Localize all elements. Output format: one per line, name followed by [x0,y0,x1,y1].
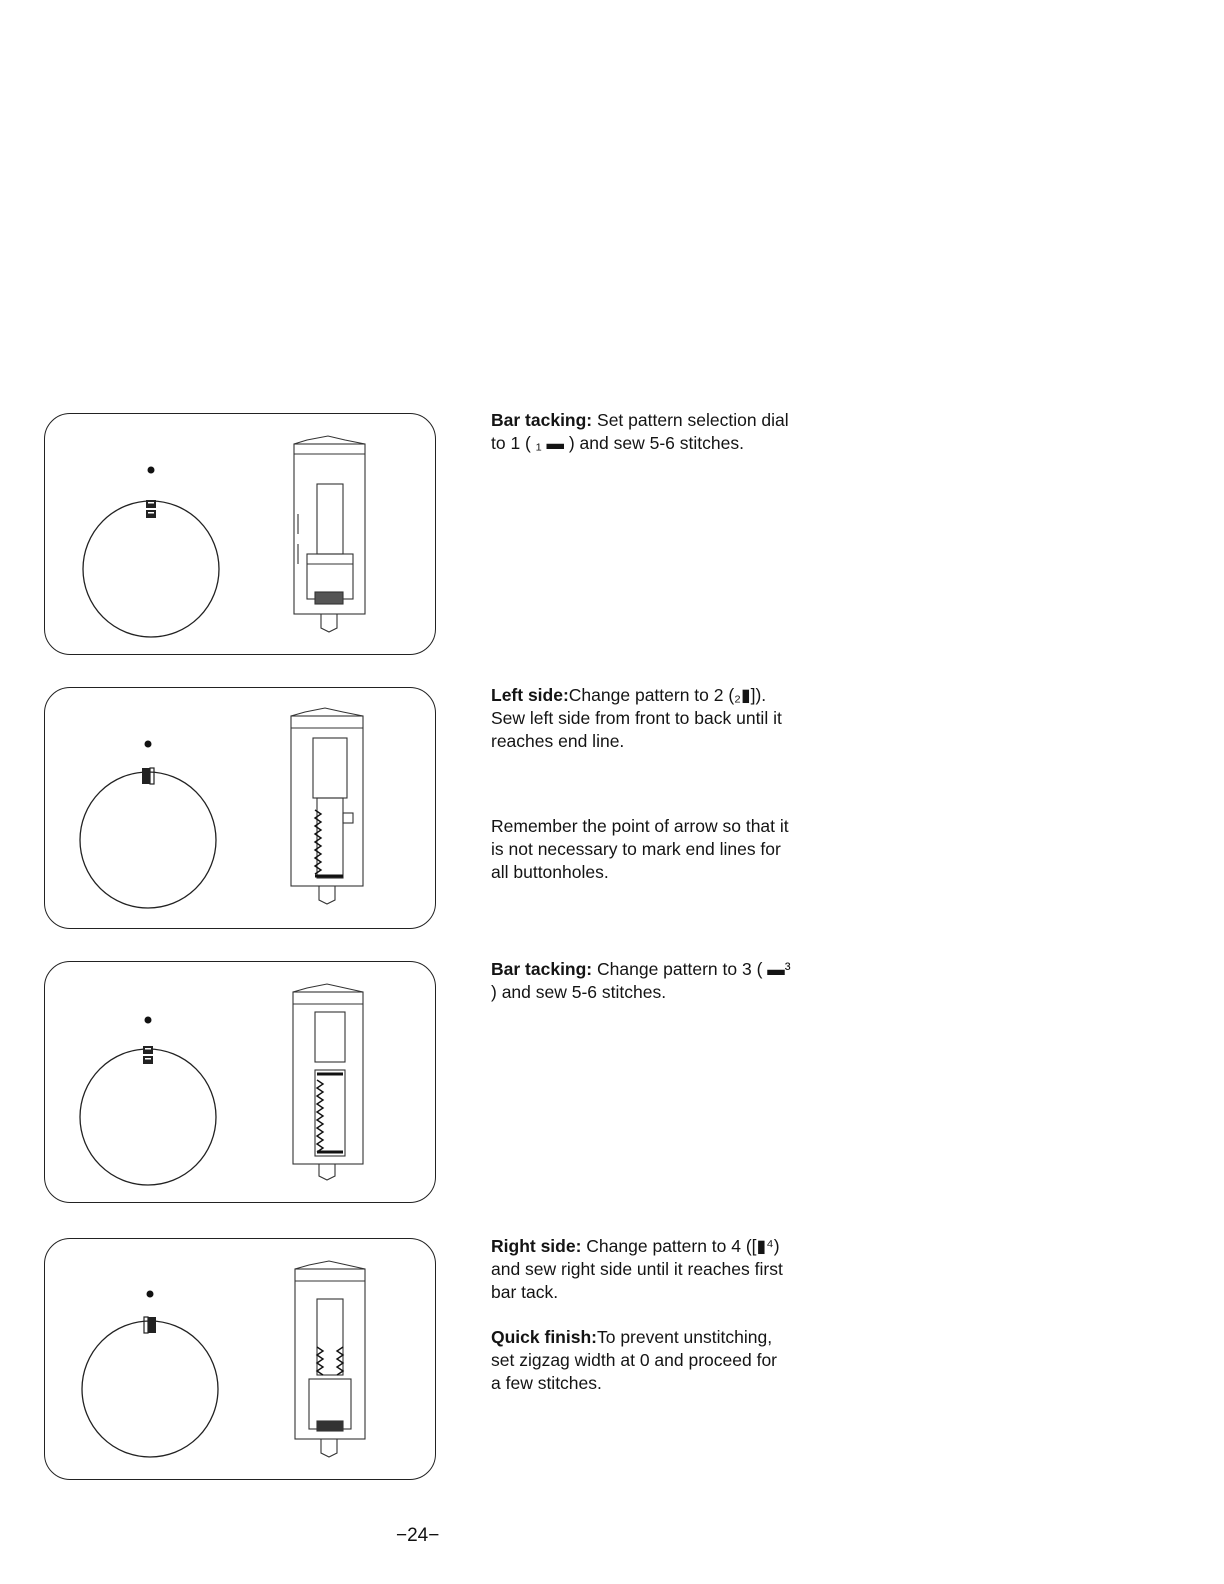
page-number: −24− [396,1525,440,1546]
step-text: Change pattern to 4 ([▮⁴) and sew right side until it reaches first bar tack. [491,1236,783,1302]
step-left-side-note [491,815,791,884]
figure-illustration [45,962,436,1203]
figure-panel-right-side [44,1238,436,1480]
pattern-dial [80,1049,216,1185]
figure-illustration [45,1239,436,1480]
figure-illustration [45,414,436,655]
dial-indicator-dot [148,467,155,474]
dial-pattern-mark-icon [142,768,154,784]
presser-foot-illustration [295,1261,365,1457]
step-text: Change pattern to 3 ( ▬³ ) and sew 5-6 stitches. [491,959,791,1002]
dial-indicator-dot [147,1291,154,1298]
step-quick-finish [491,1326,791,1395]
presser-foot-illustration [294,436,365,632]
pattern-dial [83,501,219,637]
step-text: To prevent unstitching, set zigzag width at 0 and proceed for a few stitches. [491,1327,778,1393]
figure-panel-bar-tacking-2 [44,961,436,1203]
step-heading: Right side: [491,1236,582,1256]
step-heading: Left side: [491,685,569,705]
step-heading: Quick finish: [491,1327,597,1347]
figure-panel-bar-tacking-1 [44,413,436,655]
step-bar-tacking-1 [491,409,791,455]
step-right-side [491,1235,791,1304]
step-heading: Bar tacking: [491,959,593,979]
step-text: Set pattern selection dial to 1 ( ₁ ▬ ) and sew 5-6 stitches. [491,410,789,453]
pattern-dial [80,772,216,908]
dial-pattern-mark-icon [143,1046,153,1064]
step-note: Remember the point of arrow so that it is not necessary to mark end lines for all buttonholes. [491,816,789,882]
step-text: Change pattern to 2 (₂▮]). Sew left side from front to back until it reaches end line. [491,685,782,751]
presser-foot-illustration [291,708,363,904]
step-heading: Bar tacking: [491,410,593,430]
dial-indicator-dot [145,1017,152,1024]
step-bar-tacking-2 [491,958,791,1004]
pattern-dial [82,1321,218,1457]
dial-indicator-dot [145,741,152,748]
figure-panel-left-side [44,687,436,929]
presser-foot-illustration [293,984,363,1180]
figure-illustration [45,688,436,929]
step-left-side [491,684,791,753]
dial-pattern-mark-icon [146,500,156,518]
dial-pattern-mark-icon [144,1317,156,1333]
